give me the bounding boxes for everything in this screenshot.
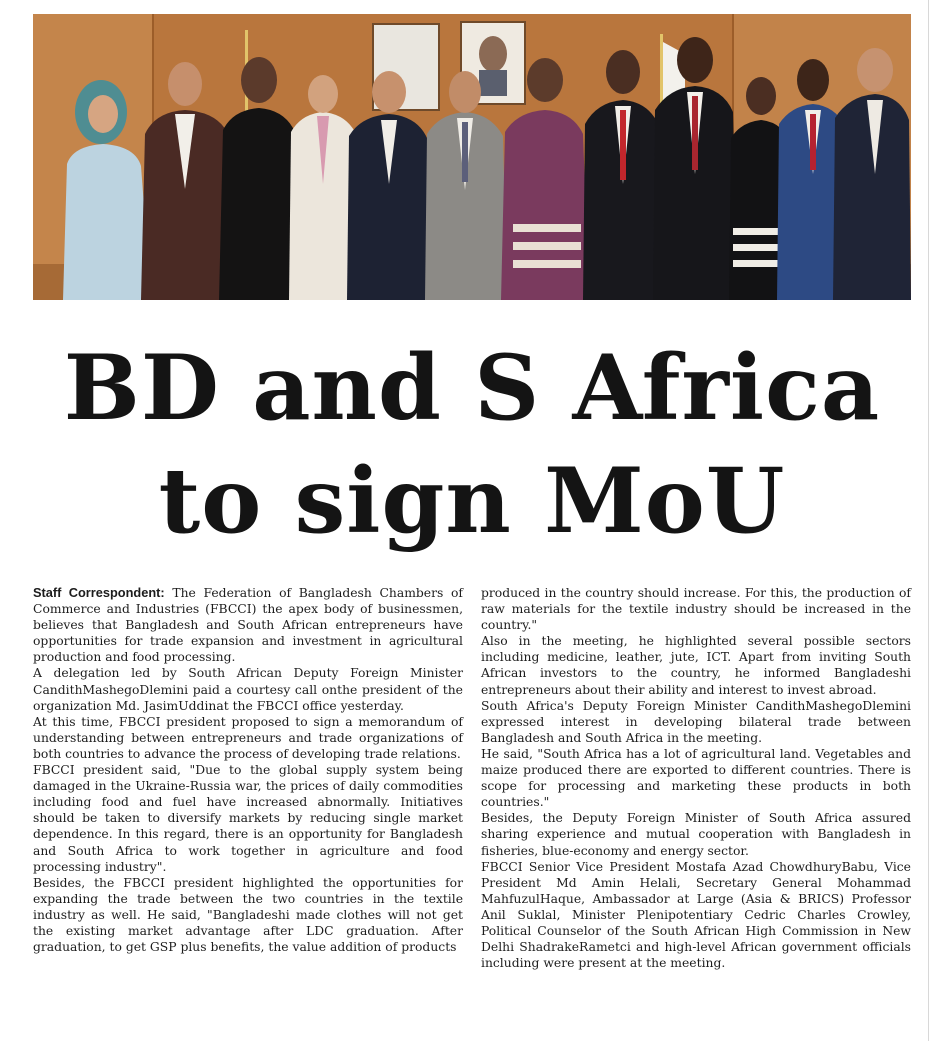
headline-line-2: to sign MoU	[158, 448, 786, 554]
group-photo	[33, 14, 911, 300]
article-paragraph	[33, 585, 463, 665]
byline: Staff Correspondent:	[33, 585, 165, 600]
headline	[33, 332, 911, 558]
page-edge-rule	[928, 0, 929, 1041]
article-column-left	[33, 585, 463, 955]
paragraph-text: The Federation of Bangladesh Chambers of Commerce and Industries (FBCCI) the apex body of businessmen, believes that Bangladesh and South African entrepreneurs have opportunities for trade expansion and investment in agricultural production and food processing.	[33, 586, 463, 665]
group-photo-icon	[33, 14, 911, 300]
article-paragraph: South Africa's Deputy Foreign Minister CandithMashegoDlemini expressed interest in developing bilateral trade between Bangladesh and South Africa in the meeting.	[481, 698, 911, 745]
article-paragraph: Besides, the Deputy Foreign Minister of South Africa assured sharing experience and mutual cooperation with Bangladesh in fisheries, blue-economy and energy sector.	[481, 811, 911, 858]
article-paragraph: produced in the country should increase. For this, the production of raw materials for the textile industry should be increased in the country."	[481, 586, 911, 633]
article-paragraph: At this time, FBCCI president proposed to sign a memorandum of understanding between entrepreneurs and trade organizations of both countries to advance the process of developing trade relations.	[33, 714, 463, 761]
article-paragraph: FBCCI president said, "Due to the global supply system being damaged in the Ukraine-Russia war, the prices of daily commodities including food and fuel have increased abnormally. Initiatives should be taken to diversify markets by reducing single market dependence. In this regard, there is an opportunity for Bangladesh and South Africa to work together in agriculture and food processing industry".	[33, 763, 463, 874]
article-paragraph: He said, "South Africa has a lot of agricultural land. Vegetables and maize produced there are exported to different countries. There is scope for processing and marketing these products in both countries."	[481, 746, 911, 810]
article-column-right	[481, 585, 911, 971]
article-paragraph: FBCCI Senior Vice President Mostafa Azad ChowdhuryBabu, Vice President Md Amin Helali, Secretary General Mohammad MahfuzulHaque, Ambassador at Large (Asia & BRICS) Professor Anil Suklal, Minister Plenipotentiary Cedric Charles Crowley, Political Counselor of the South African High Commission in New Delhi ShadrakeRametci and high-level African government officials including were present at the meeting.	[481, 859, 911, 971]
article-paragraph: A delegation led by South African Deputy Foreign Minister CandithMashegoDlemini paid a courtesy call onthe president of the organization Md. JasimUddinat the FBCCI office yesterday.	[33, 666, 463, 713]
headline-line-1: BD and S Africa	[63, 335, 881, 441]
article-paragraph: Also in the meeting, he highlighted several possible sectors including medicine, leather, jute, ICT. Apart from inviting South African investors to the country, he informed Bangladeshi entrepreneurs about their ability and interest to invest abroad.	[481, 634, 911, 697]
article-paragraph: Besides, the FBCCI president highlighted the opportunities for expanding the trade between the two countries in the textile industry as well. He said, "Bangladeshi made clothes will not get the existing market advantage after LDC graduation. After graduation, to get GSP plus benefits, the value addition of products	[33, 875, 463, 955]
